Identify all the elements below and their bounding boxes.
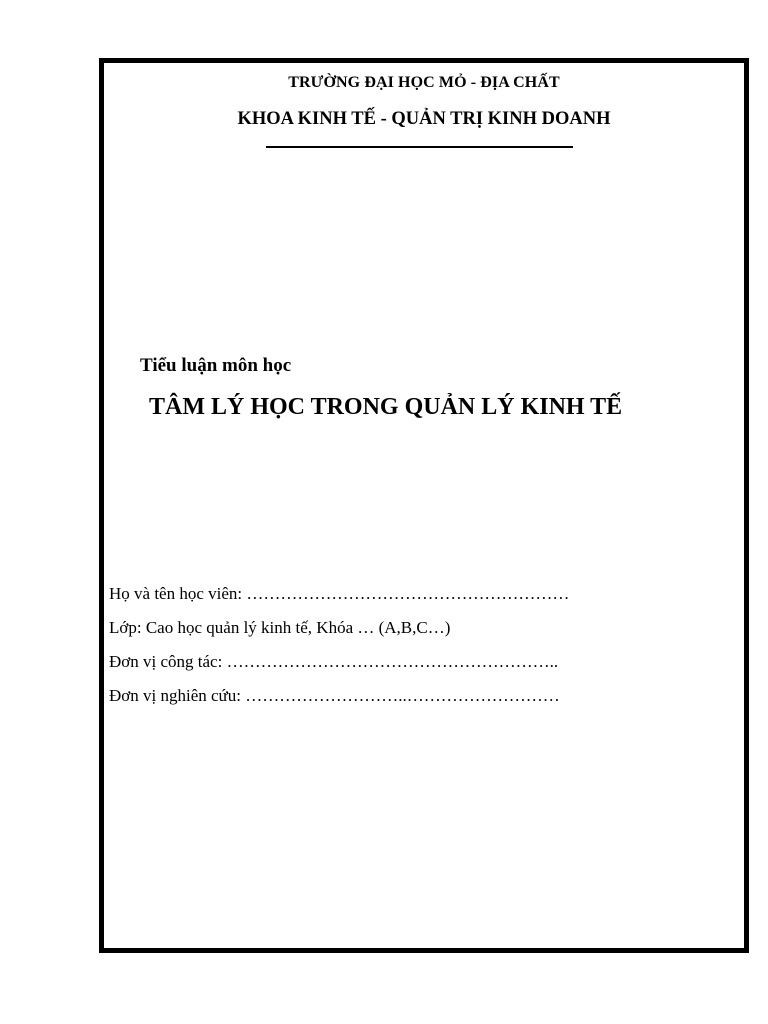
cover-page-frame [99,58,749,953]
essay-title: TÂM LÝ HỌC TRONG QUẢN LÝ KINH TẾ [149,394,623,420]
header-divider [266,146,573,148]
class-line: Lớp: Cao học quản lý kinh tế, Khóa … (A,B,C…) [109,618,451,637]
essay-subtitle: Tiểu luận môn học [140,355,292,376]
research-unit-line: Đơn vị nghiên cứu: ………………………..……………………… [109,686,560,705]
workplace-line: Đơn vị công tác: ………………………………………………….. [109,652,559,671]
faculty-name: KHOA KINH TẾ - QUẢN TRỊ KINH DOANH [237,109,611,129]
student-info-block [109,577,569,713]
student-name-line: Họ và tên học viên: ………………………………………………… [109,584,570,603]
university-name: TRƯỜNG ĐẠI HỌC MỎ - ĐỊA CHẤT [288,74,560,91]
